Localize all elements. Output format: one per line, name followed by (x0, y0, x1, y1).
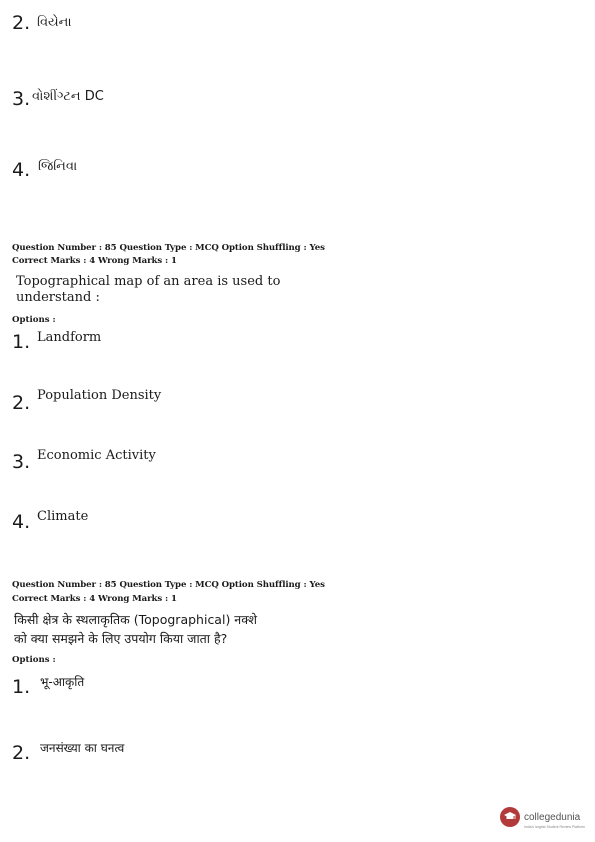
option-number: 3. (12, 88, 31, 110)
option-number: 4. (12, 511, 31, 533)
question-text: किसी क्षेत्र के स्थलाकृतिक (Topographical) नक्शे (14, 612, 258, 627)
question-meta: Question Number : 85 Question Type : MCQ Option Shuffling : Yes (12, 580, 325, 590)
option-number: 1. (12, 676, 31, 698)
option-number: 2. (12, 392, 31, 414)
option-number: 2. (12, 742, 31, 764)
option-text: Population Density (37, 388, 162, 403)
marks-meta: Correct Marks : 4 Wrong Marks : 1 (12, 594, 177, 604)
option-text: जनसंख्या का घनत्व (40, 741, 125, 755)
option-number: 2. (12, 12, 31, 34)
option-text: વિયેના (37, 15, 72, 30)
brand-name: collegedunia (524, 811, 581, 823)
brand-tagline: India's largest Student Review Platform (524, 825, 585, 829)
question-text: को क्या समझने के लिए उपयोग किया जाता है? (14, 631, 228, 646)
marks-meta: Correct Marks : 4 Wrong Marks : 1 (12, 256, 177, 266)
watermark-logo (500, 807, 590, 829)
option-number: 1. (12, 331, 31, 353)
question-meta: Question Number : 85 Question Type : MCQ Option Shuffling : Yes (12, 243, 325, 253)
question-text: understand : (16, 290, 100, 305)
option-text: વોશીંગ્ટન DC (32, 89, 104, 104)
option-number: 4. (12, 159, 31, 181)
options-label: Options : (12, 315, 56, 325)
graduation-cap-icon (500, 807, 520, 827)
option-number: 3. (12, 451, 31, 473)
question-text: Topographical map of an area is used to (16, 274, 281, 289)
option-text: Economic Activity (37, 448, 156, 463)
option-text: Landform (37, 330, 102, 345)
options-label: Options : (12, 655, 56, 665)
option-text: જિનિવા (38, 159, 78, 174)
option-text: Climate (37, 509, 89, 524)
option-text: भू-आकृति (40, 675, 85, 689)
